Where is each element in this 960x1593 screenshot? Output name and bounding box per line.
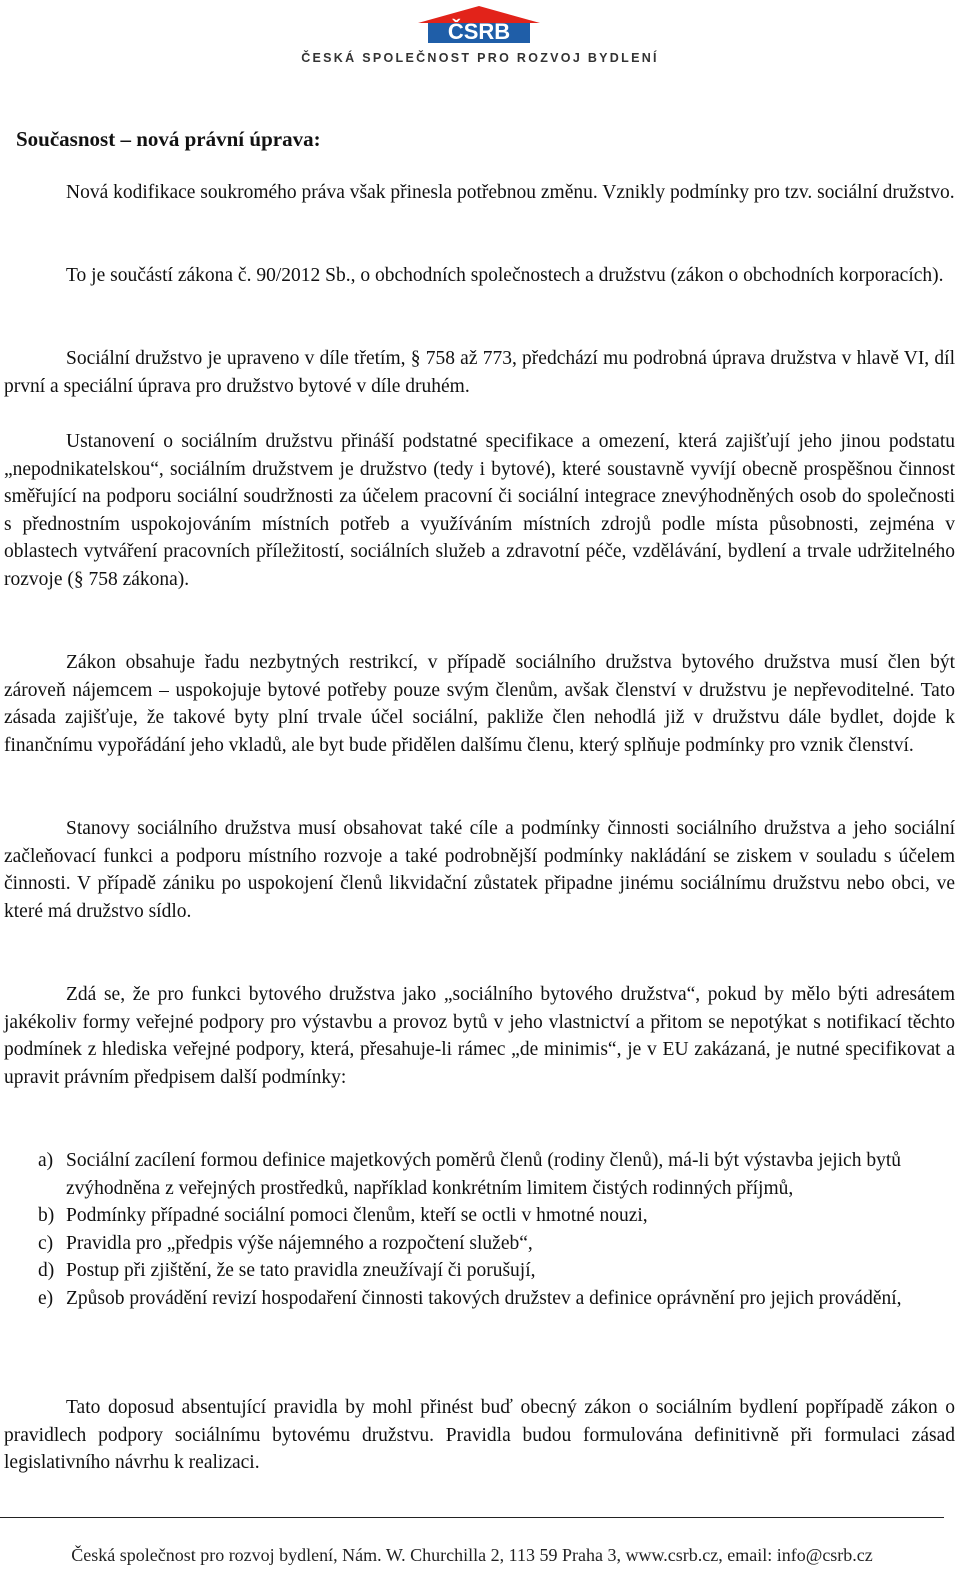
list-item bbox=[38, 1285, 938, 1313]
list-marker: a) bbox=[38, 1150, 54, 1171]
paragraph-2: To je součástí zákona č. 90/2012 Sb., o obchodních společnostech a družstvu (zákon o obchodních korporacích). bbox=[66, 265, 944, 286]
logo-tagline: ČESKÁ SPOLEČNOST PRO ROZVOJ BYDLENÍ bbox=[301, 51, 659, 65]
footer-contact: Česká společnost pro rozvoj bydlení, Nám. W. Churchilla 2, 113 59 Praha 3, www.csrb.cz, email: info@csrb.cz bbox=[71, 1545, 873, 1565]
list-item-text: Podmínky případné sociální pomoci členům, kteří se octli v hmotné nouzi, bbox=[66, 1205, 648, 1227]
list-item-text: Sociální zacílení formou definice majetkových poměrů členů (rodiny členů), má-li být výstavba jejich bytů zvýhodněna z veřejných prostředků, například konkrétním limitem čistých rodinných příjmů, bbox=[66, 1150, 901, 1199]
csrb-logo bbox=[224, 0, 736, 70]
footer-divider bbox=[0, 1517, 944, 1518]
list-item bbox=[38, 1257, 938, 1285]
house-logo-icon bbox=[414, 4, 544, 44]
paragraph-3: Sociální družstvo je upraveno v díle třetím, § 758 až 773, předchází mu podrobná úprava družstva v hlavě VI, díl první a speciální úprava pro družstvo bytové v díle druhém. bbox=[4, 348, 955, 397]
list-item-text: Postup při zjištění, že se tato pravidla zneužívají či porušují, bbox=[66, 1260, 536, 1282]
paragraph-6: Stanovy sociálního družstva musí obsahovat také cíle a podmínky činnosti sociálního družstva a jeho sociální začleňovací funkci a podporu místního rozvoje a také podrobnější podmínky nakládání se ziskem v souladu s účelem činnosti. V případě zániku po uspokojení členů likvidační zůstatek připadne jinému sociálnímu družstvu nebo obci, ve které má družstvo sídlo. bbox=[4, 818, 955, 922]
conditions-list bbox=[38, 1147, 938, 1313]
list-item-text: Způsob provádění revizí hospodaření činnosti takových družstev a definice oprávnění pro jejich provádění, bbox=[66, 1287, 902, 1309]
list-marker: d) bbox=[38, 1260, 55, 1282]
paragraph-5: Zákon obsahuje řadu nezbytných restrikcí, v případě sociálního družstva bytového družstva musí člen být zároveň nájemcem – uspokojuje bytové potřeby pouze svým členům, avšak členství v družstvu je nepřevoditelné. Tato zásada zajišťuje, že takové byty plní trvale účel sociální, pakliže člen nehodlá již v družstvu dále bydlet, dojde k finančnímu vypořádání jeho vkladů, ale byt bude přidělen dalšímu členu, který splňuje podmínky pro vznik členství. bbox=[4, 652, 955, 756]
list-item bbox=[38, 1230, 938, 1258]
section-heading: Současnost – nová právní úprava: bbox=[16, 127, 321, 151]
logo-text: ČSRB bbox=[447, 19, 511, 44]
paragraph-1: Nová kodifikace soukromého práva však přinesla potřebnou změnu. Vznikly podmínky pro tzv. sociální družstvo. bbox=[66, 182, 955, 203]
paragraph-4: Ustanovení o sociálním družstvu přináší podstatné specifikace a omezení, která zajišťují jeho jinou podstatu „nepodnikatelskou“, sociálním družstvem je družstvo (tedy i bytové), které soustavně vyvíjí obecně prospěšnou činnost směřující na podporu sociální soudržnosti za účelem pracovní či sociální integrace znevýhodněných osob do společnosti s přednostním uspokojováním místních potřeb a využíváním místních zdrojů podle místa působnosti, zejména v oblastech vytváření pracovních příležitostí, sociálních služeb a zdravotní péče, vzdělávání, bydlení a trvale udržitelného rozvoje (§ 758 zákona). bbox=[4, 431, 955, 590]
list-marker: c) bbox=[38, 1232, 54, 1254]
list-marker: e) bbox=[38, 1287, 54, 1309]
list-item bbox=[38, 1147, 938, 1202]
list-item bbox=[38, 1202, 938, 1230]
list-item-text: Pravidla pro „předpis výše nájemného a rozpočtení služeb“, bbox=[66, 1232, 533, 1254]
paragraph-8: Tato doposud absentující pravidla by mohl přinést buď obecný zákon o sociálním bydlení popřípadě zákon o pravidlech podpory sociálnímu bytovému družstvu. Pravidla budou formulována definitivně při formulaci zásad legislativního návrhu k realizaci. bbox=[4, 1397, 955, 1474]
list-marker: b) bbox=[38, 1205, 55, 1227]
paragraph-7: Zdá se, že pro funkci bytového družstva jako „sociálního bytového družstva“, pokud by mělo býti adresátem jakékoliv formy veřejné podpory pro výstavbu a provoz bytů v jeho vlastnictví a přitom se nepotýkat s notifikací těchto podmínek z hlediska veřejné podpory, která, přesahuje-li rámec „de minimis“, je v EU zakázaná, je nutné specifikovat a upravit právním předpisem další podmínky: bbox=[4, 984, 955, 1088]
